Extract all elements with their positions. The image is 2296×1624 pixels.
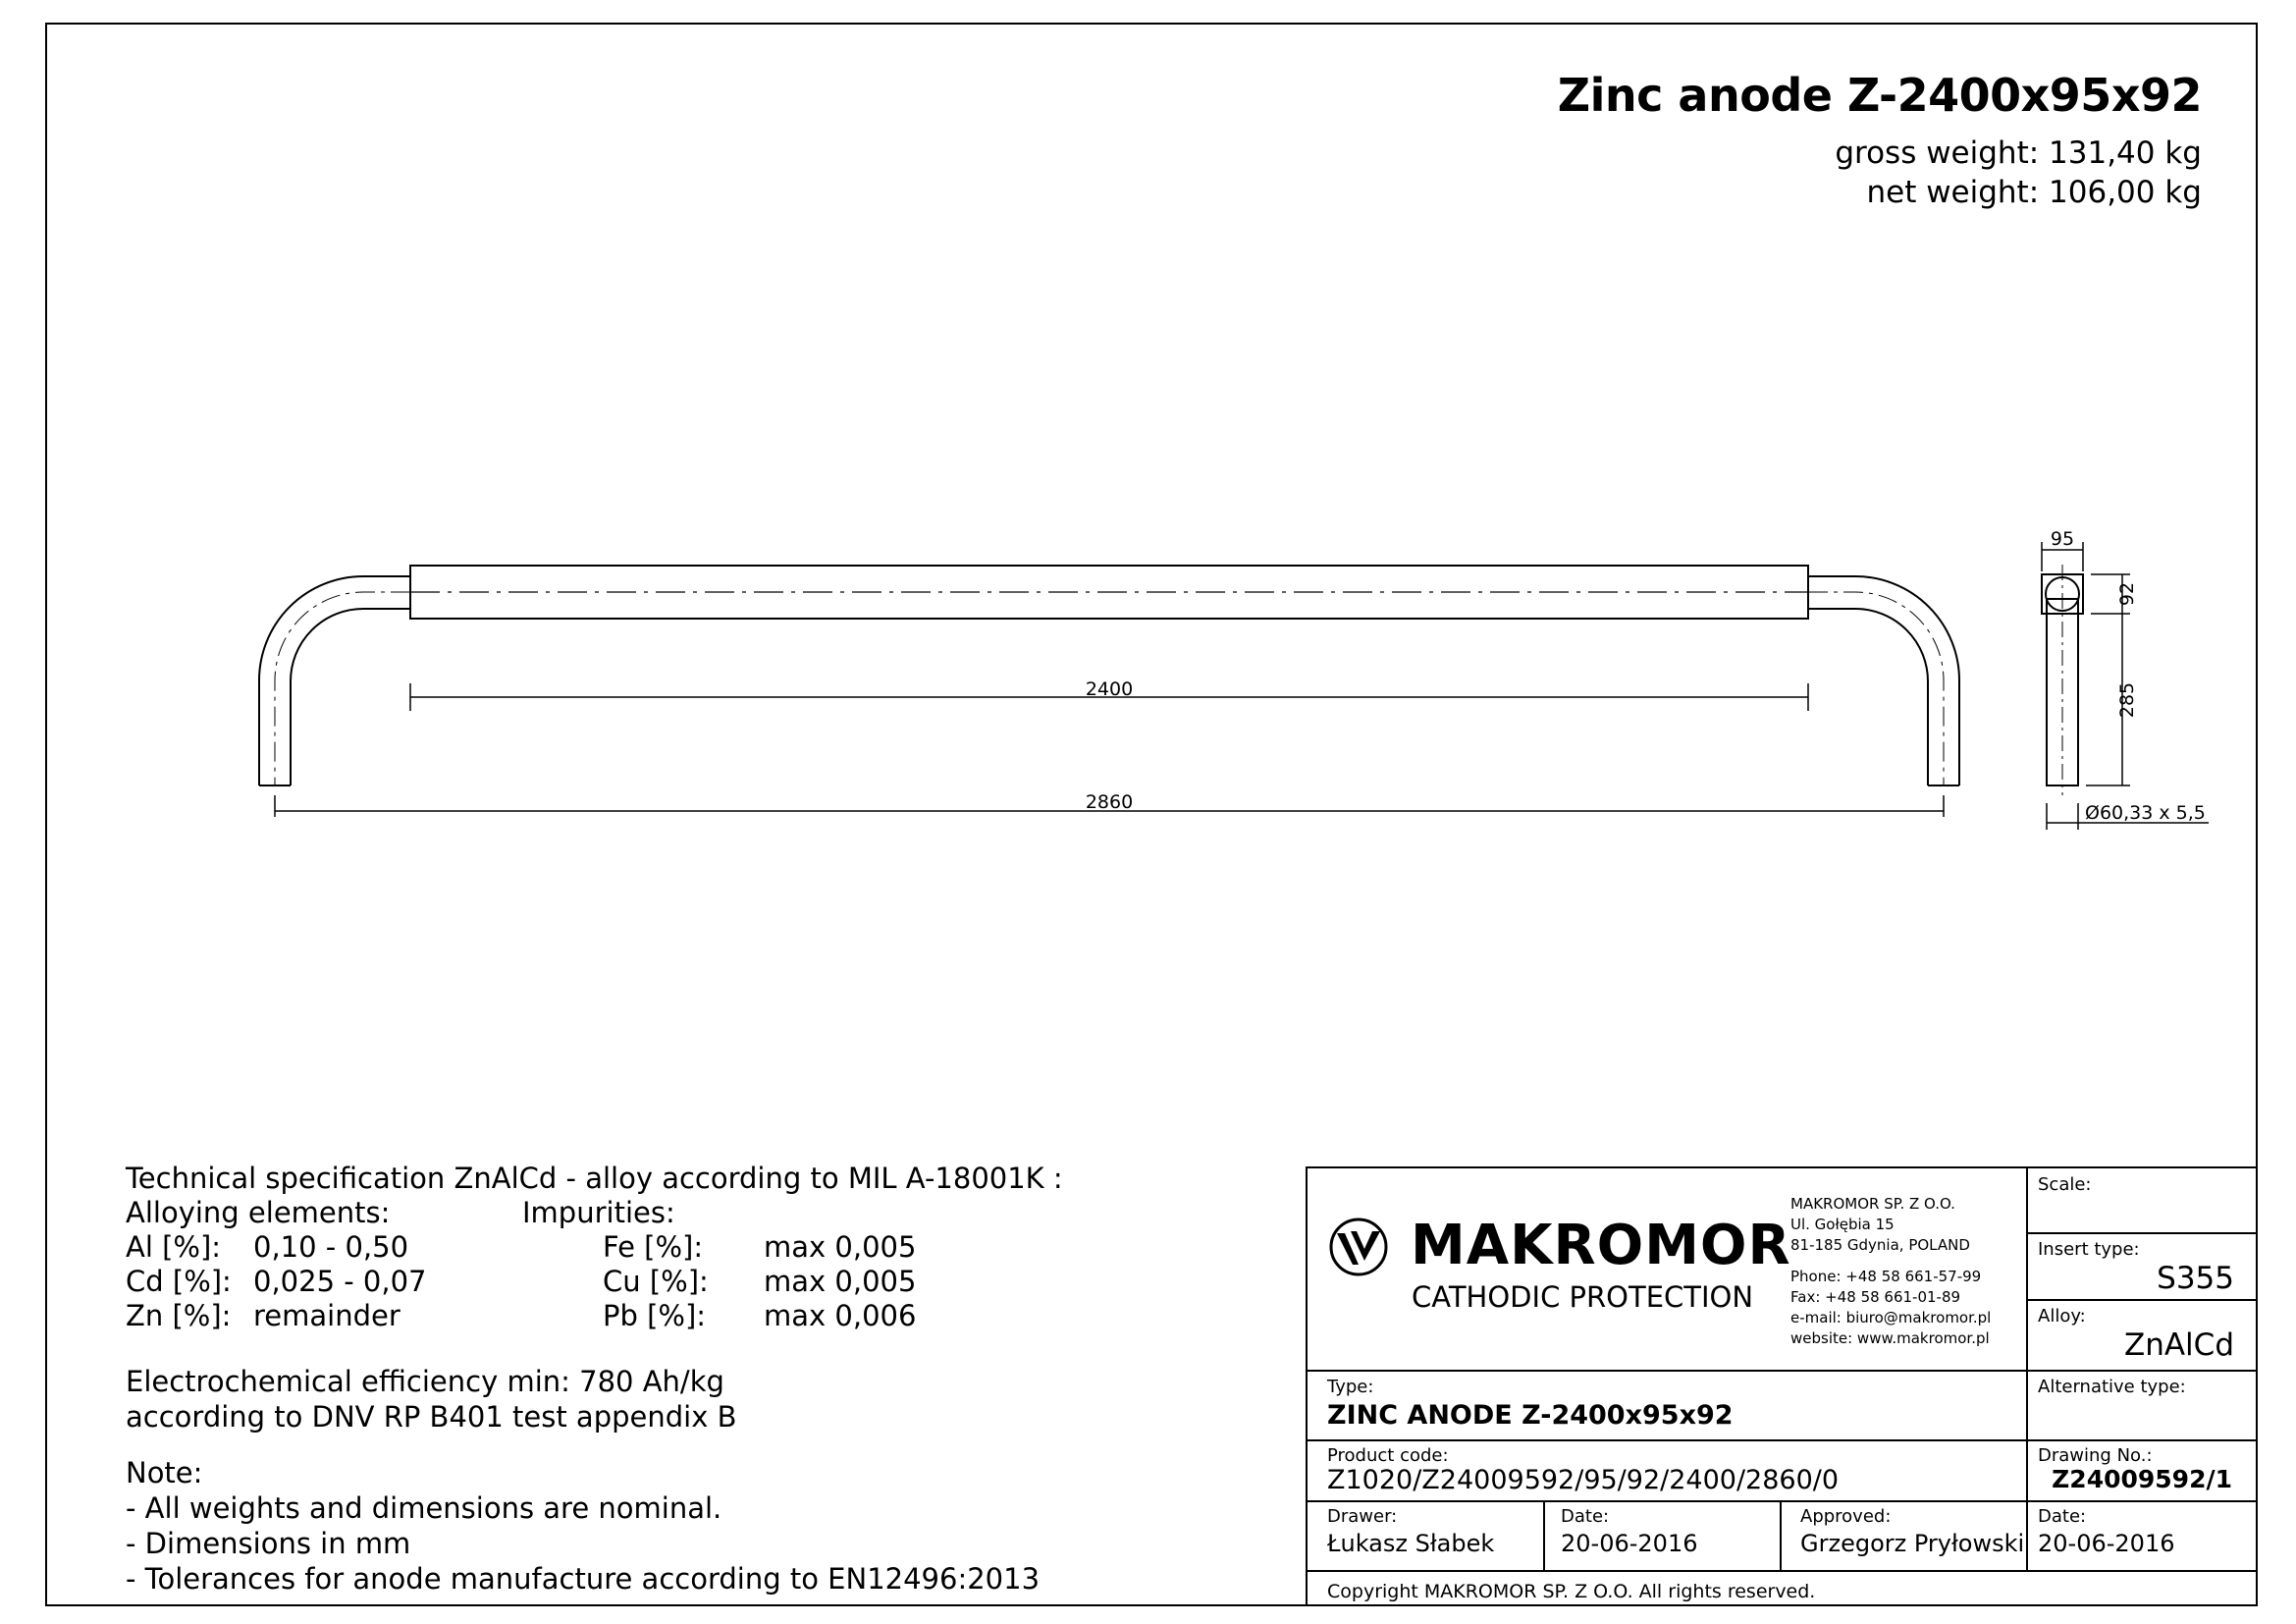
impurity-label: Pb [%]: xyxy=(603,1299,707,1332)
drawer-label: Drawer: xyxy=(1327,1506,1398,1527)
impurity-label: Fe [%]: xyxy=(603,1230,704,1264)
impurity-value: max 0,005 xyxy=(764,1265,917,1298)
impurity-value: max 0,005 xyxy=(764,1230,917,1264)
title-block xyxy=(1306,1166,2258,1606)
notes-block xyxy=(126,1455,1040,1597)
product-code-value: Z1020/Z24009592/95/92/2400/2860/0 xyxy=(1327,1465,1840,1495)
drawing-no-value: Z24009592/1 xyxy=(2052,1465,2232,1493)
dimension-95-label: 95 xyxy=(2050,528,2075,550)
address-line: Fax: +48 58 661-01-89 xyxy=(1790,1288,1961,1306)
dimension-2860-label: 2860 xyxy=(1085,791,1134,813)
date2-label: Date: xyxy=(2038,1506,2087,1527)
element-value: 0,10 - 0,50 xyxy=(253,1230,409,1264)
dimension-2400-label: 2400 xyxy=(1085,678,1134,700)
impurity-label: Cu [%]: xyxy=(603,1265,709,1298)
alternative-type-label: Alternative type: xyxy=(2038,1377,2186,1397)
insert-type-value: S355 xyxy=(2157,1261,2234,1296)
address-line: Ul. Gołębia 15 xyxy=(1790,1216,1895,1233)
note-item: - Tolerances for anode manufacture according to EN12496:2013 xyxy=(126,1562,1041,1596)
address-line: e-mail: biuro@makromor.pl xyxy=(1790,1309,1992,1326)
element-label: Cd [%]: xyxy=(126,1265,232,1298)
scale-label: Scale: xyxy=(2038,1174,2092,1195)
approved-value: Grzegorz Pryłowski xyxy=(1800,1530,2025,1557)
drawer-value: Łukasz Słabek xyxy=(1327,1530,1495,1557)
alloy-label: Alloy: xyxy=(2038,1306,2086,1326)
approved-label: Approved: xyxy=(1800,1506,1892,1527)
anode-body xyxy=(410,566,1808,619)
drawing-title: Zinc anode Z-2400x95x92 xyxy=(1557,69,2202,122)
note-item: - All weights and dimensions are nominal. xyxy=(126,1491,722,1525)
element-value: 0,025 - 0,07 xyxy=(253,1265,427,1298)
dimension-92-label: 92 xyxy=(2116,581,2138,607)
element-label: Zn [%]: xyxy=(126,1299,232,1332)
type-value: ZINC ANODE Z-2400x95x92 xyxy=(1327,1400,1734,1431)
note-item: - Dimensions in mm xyxy=(126,1527,411,1560)
right-pipe-leg xyxy=(1808,576,1959,785)
gross-weight-value: 131,40 kg xyxy=(2049,135,2202,171)
company-subtitle: CATHODIC PROTECTION xyxy=(1412,1280,1754,1314)
element-label: Al [%]: xyxy=(126,1230,222,1264)
efficiency-line-1: Electrochemical efficiency min: 780 Ah/kg xyxy=(126,1365,724,1398)
gross-weight-label: gross weight: xyxy=(1835,135,2040,171)
date-label: Date: xyxy=(1561,1506,1610,1527)
address-line: 81-185 Gdynia, POLAND xyxy=(1790,1236,1970,1254)
pipe-dimension-label: Ø60,33 x 5,5 xyxy=(2085,802,2206,824)
element-value: remainder xyxy=(253,1299,400,1332)
address-line: website: www.makromor.pl xyxy=(1790,1329,1990,1347)
efficiency-block xyxy=(126,1364,736,1435)
address-line: MAKROMOR SP. Z O.O. xyxy=(1790,1195,1955,1213)
date2-value: 20-06-2016 xyxy=(2038,1530,2175,1557)
efficiency-line-2: according to DNV RP B401 test appendix B xyxy=(126,1400,737,1434)
impurities-label: Impurities: xyxy=(522,1196,675,1229)
drawing-no-label: Drawing No.: xyxy=(2038,1445,2153,1466)
date-value: 20-06-2016 xyxy=(1561,1530,1698,1557)
makromor-logo-icon xyxy=(1327,1216,1390,1278)
left-pipe-leg xyxy=(259,576,410,785)
net-weight-value: 106,00 kg xyxy=(2049,175,2202,210)
dimension-285-label: 285 xyxy=(2116,681,2138,719)
company-name: MAKROMOR xyxy=(1411,1214,1791,1277)
net-weight-label: net weight: xyxy=(1866,175,2040,210)
type-label: Type: xyxy=(1327,1377,1374,1397)
address-line: Phone: +48 58 661-57-99 xyxy=(1790,1268,1982,1285)
insert-type-label: Insert type: xyxy=(2038,1239,2140,1260)
company-address xyxy=(1790,1194,1991,1349)
product-code-label: Product code: xyxy=(1327,1445,1449,1466)
notes-heading: Note: xyxy=(126,1456,203,1489)
impurity-value: max 0,006 xyxy=(764,1299,917,1332)
alloy-value: ZnAlCd xyxy=(2123,1327,2234,1363)
alloying-label: Alloying elements: xyxy=(126,1196,391,1229)
spec-heading: Technical specification ZnAlCd - alloy according to MIL A-18001K : xyxy=(126,1162,1063,1195)
copyright-text: Copyright MAKROMOR SP. Z O.O. All rights reserved. xyxy=(1327,1581,1816,1602)
